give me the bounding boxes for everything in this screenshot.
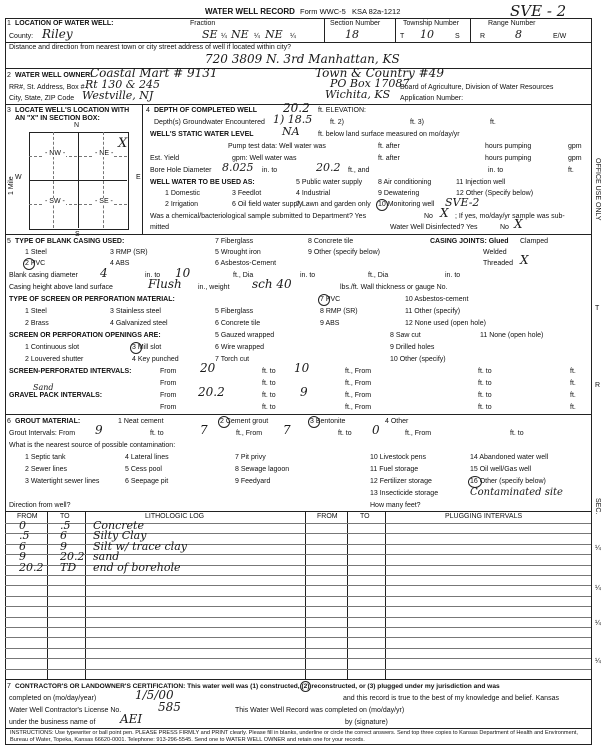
screen-8[interactable]: 8 RMP (SR) bbox=[320, 308, 358, 315]
county-label: County: bbox=[9, 33, 34, 40]
use-label: WELL WATER TO BE USED AS: bbox=[150, 179, 255, 186]
range-value[interactable]: 8 bbox=[515, 28, 522, 41]
gw-values[interactable]: 1) 18.5 bbox=[273, 113, 313, 126]
use-7[interactable]: 7 Lawn and garden only bbox=[296, 201, 371, 208]
diam-ft-dia-1: ft., Dia bbox=[233, 272, 254, 279]
casing-8[interactable]: 8 Concrete tile bbox=[308, 238, 354, 245]
source-7[interactable]: 7 Pit privy bbox=[235, 454, 266, 461]
log-rule bbox=[5, 575, 591, 576]
height-weight: in., weight bbox=[198, 284, 230, 291]
grout-ft-to-3: ft. to bbox=[510, 430, 524, 437]
log-row-from[interactable]: 0 bbox=[19, 519, 26, 532]
location-mark[interactable]: X bbox=[118, 136, 128, 151]
opening-8[interactable]: 8 Saw cut bbox=[390, 332, 421, 339]
source-12[interactable]: 12 Fertilizer storage bbox=[370, 478, 432, 485]
log-row-to[interactable]: 20.2 bbox=[60, 550, 85, 564]
screen-3[interactable]: 3 Stainless steel bbox=[110, 308, 161, 315]
pump-gpm: gpm bbox=[568, 143, 582, 150]
opening-4[interactable]: 4 Key punched bbox=[132, 356, 179, 363]
distance-label: Distance and direction from nearest town or city street address of well if located within city? bbox=[9, 44, 292, 51]
office-use-label: OFFICE USE ONLY bbox=[594, 158, 601, 221]
static-label: WELL'S STATIC WATER LEVEL bbox=[150, 131, 254, 138]
log-header-plugging: PLUGGING INTERVALS bbox=[445, 513, 523, 520]
diam-label: Blank casing diameter bbox=[9, 272, 78, 279]
screen-label: TYPE OF SCREEN OR PERFORATION MATERIAL: bbox=[9, 296, 175, 303]
section-box bbox=[15, 122, 141, 238]
perf-label: SCREEN-PERFORATED INTERVALS: bbox=[9, 368, 132, 375]
opening-1[interactable]: 1 Continuous slot bbox=[25, 344, 80, 351]
grout-2-circle bbox=[218, 416, 230, 428]
screen-5[interactable]: 5 Fiberglass bbox=[215, 308, 254, 315]
source-other-value[interactable]: Contaminated site bbox=[470, 487, 563, 498]
perf-ft: ft. bbox=[570, 368, 576, 375]
city-label: City, State, ZIP Code bbox=[9, 95, 75, 102]
compass-s: S bbox=[75, 231, 80, 238]
instructions: INSTRUCTIONS: Use typewriter or ball point pen. PLEASE PRESS FIRMLY and PRINT clearly. Please fill in blanks, underline or circle the correct answers. Send top three copies to Kansas Department of Health and Environment, Bureau of Water, Topeka, Kansas 66620-0001. Telephone: 913-296-5545. Send one to WATER WELL OWNER and retain one for your records. bbox=[10, 730, 578, 743]
casing-5[interactable]: 7 Fiberglass bbox=[215, 238, 254, 245]
section-label: Section Number bbox=[330, 20, 381, 27]
grout-3[interactable]: 3 Bentonite bbox=[310, 418, 346, 425]
sec3-number: 3 bbox=[7, 107, 11, 114]
grout-3-circle bbox=[308, 416, 320, 428]
use-2[interactable]: 2 Irrigation bbox=[165, 201, 199, 208]
quad-se: - SE - bbox=[95, 198, 113, 205]
source-8[interactable]: 8 Sewage lagoon bbox=[235, 466, 290, 473]
casing-6[interactable]: 5 Wrought iron bbox=[215, 249, 261, 256]
perf-ft-to-4: ft. to bbox=[478, 380, 492, 387]
board-label: Board of Agriculture, Division of Water Resources bbox=[400, 84, 554, 91]
openings-label: SCREEN OR PERFORATION OPENINGS ARE: bbox=[9, 332, 161, 339]
log-row-desc[interactable]: end of borehole bbox=[93, 560, 181, 574]
city-value-2[interactable]: Wichita, KS bbox=[325, 88, 391, 101]
rr-value-2[interactable]: PO Box 17087 bbox=[330, 77, 410, 90]
diam-in-to-3: in. to bbox=[445, 272, 461, 279]
screen-4[interactable]: 4 Galvanized steel bbox=[110, 320, 168, 327]
completed2-label: This Water Well Record was completed on (mo/day/yr) bbox=[235, 707, 405, 714]
source-15[interactable]: 15 Oil well/Gas well bbox=[470, 466, 532, 473]
gravel-ft-to-2: ft. to bbox=[478, 392, 492, 399]
screen-6[interactable]: 6 Concrete tile bbox=[215, 320, 261, 327]
log-header-to: TO bbox=[60, 513, 70, 520]
opening-11[interactable]: 11 None (open hole) bbox=[480, 332, 544, 339]
opening-5[interactable]: 5 Gauzed wrapped bbox=[215, 332, 275, 339]
gravel-ft-from: ft., From bbox=[345, 392, 372, 399]
fraction-value-1[interactable]: SE bbox=[202, 28, 218, 41]
opening-9[interactable]: 9 Drilled holes bbox=[390, 344, 435, 351]
form-ksa: KSA 82a-1212 bbox=[352, 7, 401, 16]
use-9[interactable]: 9 Dewatering bbox=[378, 190, 420, 197]
log-row-from[interactable]: 20.2 bbox=[19, 560, 44, 574]
bore-to[interactable]: 20.2 bbox=[316, 161, 341, 174]
opening-10[interactable]: 10 Other (specify) bbox=[390, 356, 446, 363]
cert-label: CONTRACTOR'S OR LANDOWNER'S CERTIFICATION: This water well was (1) constructed, (2) reconstructed, or (3) plugged under my jurisdiction and was bbox=[15, 683, 500, 690]
sec6-number: 6 bbox=[7, 418, 11, 425]
grout-ft-from: ft., From bbox=[236, 430, 263, 437]
perf-from-label-2: From bbox=[160, 380, 177, 387]
owner-value-2[interactable]: Town & Country #49 bbox=[315, 66, 444, 80]
gw-label: Depth(s) Groundwater Encountered bbox=[154, 119, 265, 126]
sec5-number: 5 bbox=[7, 238, 11, 245]
screen-12[interactable]: 12 None used (open hole) bbox=[405, 320, 486, 327]
log-header-to-2: TO bbox=[360, 513, 370, 520]
bore-value[interactable]: 8.025 bbox=[222, 161, 254, 174]
casing-9[interactable]: 9 Other (specify below) bbox=[308, 249, 380, 256]
township-t: T bbox=[400, 33, 405, 40]
source-9[interactable]: 9 Feedyard bbox=[235, 478, 271, 485]
grout-to-2[interactable]: 0 bbox=[372, 423, 380, 437]
rr-value[interactable]: Rt 130 & 245 bbox=[85, 78, 160, 91]
license-label: Water Well Contractor's License No. bbox=[9, 707, 122, 714]
screen-1[interactable]: 1 Steel bbox=[25, 308, 47, 315]
side-sec: SEC. bbox=[594, 498, 601, 515]
log-header-lithologic: LITHOLOGIC LOG bbox=[145, 513, 205, 520]
source-13[interactable]: 13 Insecticide storage bbox=[370, 490, 439, 497]
quad-sw: - SW - bbox=[45, 198, 65, 205]
true-label: and this record is true to the best of my knowledge and belief. Kansas bbox=[343, 695, 559, 702]
use-6[interactable]: 4 Industrial bbox=[296, 190, 331, 197]
sec4-number: 4 bbox=[146, 107, 150, 114]
constructed-circle bbox=[300, 681, 311, 692]
sec2-number: 2 bbox=[7, 72, 11, 79]
lbs-ft: lbs./ft. Wall thickness or gauge No. bbox=[340, 284, 448, 291]
log-table bbox=[5, 511, 591, 679]
fraction-label: Fraction bbox=[190, 20, 216, 27]
business-label: under the business name of bbox=[9, 719, 96, 726]
side-q3: ¼ bbox=[595, 620, 601, 627]
gw-ft2: ft. 2) bbox=[330, 119, 345, 126]
quad-nw: - NW - bbox=[45, 150, 66, 157]
county-value[interactable]: Riley bbox=[42, 27, 73, 41]
quarter-3: ¼ bbox=[290, 33, 296, 40]
casing-3[interactable]: 3 RMP (SR) bbox=[110, 249, 148, 256]
chem-mark[interactable]: X bbox=[440, 206, 449, 220]
gravel-ft-to-4: ft. to bbox=[478, 404, 492, 411]
perf-ft-to-2: ft. to bbox=[478, 368, 492, 375]
log-row-to[interactable]: .5 bbox=[60, 519, 71, 532]
perf-ft-from: ft., From bbox=[345, 368, 372, 375]
source-2[interactable]: 2 Sewer lines bbox=[25, 466, 68, 473]
yield-label: Est. Yield bbox=[150, 155, 180, 162]
bore-in-to: in. to bbox=[262, 167, 278, 174]
source-label: What is the nearest source of possible contamination: bbox=[9, 442, 176, 449]
log-header-from: FROM bbox=[17, 513, 38, 520]
log-rule bbox=[5, 606, 591, 607]
side-q1: ¼ bbox=[595, 545, 601, 552]
gravel-from[interactable]: 20.2 bbox=[198, 385, 225, 399]
gw-ft3: ft. 3) bbox=[410, 119, 425, 126]
chem-mitted: mitted bbox=[150, 224, 170, 231]
use-10[interactable]: 10 Monitoring well bbox=[378, 201, 435, 208]
screen-7[interactable]: 7 PVC bbox=[320, 296, 341, 303]
log-row-from[interactable]: 6 bbox=[19, 539, 26, 553]
side-r: R bbox=[595, 382, 601, 389]
diam-value[interactable]: 4 bbox=[100, 266, 108, 280]
log-rule bbox=[5, 658, 591, 659]
pump-ft-after: ft. after bbox=[378, 143, 400, 150]
source-5[interactable]: 5 Cess pool bbox=[125, 466, 162, 473]
opening-7[interactable]: 7 Torch cut bbox=[215, 356, 250, 363]
log-rule bbox=[5, 637, 591, 638]
gravel-handwritten: Sand bbox=[33, 383, 54, 392]
township-s: S bbox=[455, 33, 460, 40]
grout-label: GROUT MATERIAL: bbox=[15, 418, 81, 425]
quarter-2: ¼ bbox=[254, 33, 260, 40]
sec1-number: 1 bbox=[7, 20, 11, 27]
perf-ft-from-2: ft., From bbox=[345, 380, 372, 387]
locate-label: LOCATE WELL'S LOCATION WITH bbox=[15, 107, 130, 114]
quarter-1: ¼ bbox=[221, 33, 227, 40]
grout-ft-to: ft. to bbox=[150, 430, 164, 437]
log-row-desc[interactable]: Silty Clay bbox=[93, 529, 147, 543]
diam-in-to-2: in. to bbox=[300, 272, 316, 279]
grout-ft-from-2: ft., From bbox=[405, 430, 432, 437]
howmany-label: How many feet? bbox=[370, 502, 421, 509]
fraction-value-3[interactable]: NE bbox=[265, 28, 283, 41]
grout-4[interactable]: 4 Other bbox=[385, 418, 409, 425]
opening-3[interactable]: 3 Mill slot bbox=[132, 344, 162, 351]
completed-value[interactable]: 1/5/00 bbox=[135, 688, 174, 702]
pump-label: Pump test data: Well water was bbox=[228, 143, 326, 150]
signature-label: by (signature) bbox=[345, 719, 388, 726]
perf-ft-2: ft. bbox=[570, 380, 576, 387]
gravel-from-label-2: From bbox=[160, 404, 177, 411]
gravel-ft-to-3: ft. to bbox=[262, 404, 276, 411]
application-label: Application Number: bbox=[400, 95, 464, 102]
compass-e: E bbox=[136, 174, 141, 181]
chem-rest: ; If yes, mo/day/yr sample was sub- bbox=[455, 213, 565, 220]
casing-2-circle bbox=[23, 258, 35, 270]
height-label: Casing height above land surface bbox=[9, 284, 113, 291]
diam-to[interactable]: 10 bbox=[175, 266, 191, 280]
township-value[interactable]: 10 bbox=[420, 28, 434, 41]
perf-ft-to-3: ft. to bbox=[262, 380, 276, 387]
grout-from[interactable]: 9 bbox=[95, 423, 103, 437]
screen-10[interactable]: 10 Asbestos-cement bbox=[405, 296, 469, 303]
gravel-to[interactable]: 9 bbox=[300, 385, 308, 399]
static-rest: ft. below land surface measured on mo/day/yr bbox=[318, 131, 460, 138]
fraction-value-2[interactable]: NE bbox=[231, 28, 249, 41]
joints-clamped[interactable]: Clamped bbox=[520, 238, 549, 245]
perf-from[interactable]: 20 bbox=[200, 361, 216, 375]
disinfected-mark[interactable]: X bbox=[514, 217, 523, 231]
log-row-from[interactable]: 9 bbox=[19, 550, 26, 564]
source-4[interactable]: 4 Lateral lines bbox=[125, 454, 169, 461]
distance-value[interactable]: 720 3809 N. 3rd Manhattan, KS bbox=[205, 52, 400, 66]
use-other-value[interactable]: SVE-2 bbox=[445, 196, 480, 209]
grout-2[interactable]: 2 Cement grout bbox=[220, 418, 269, 425]
side-q4: ¼ bbox=[595, 658, 601, 665]
log-header-from-2: FROM bbox=[317, 513, 338, 520]
bore-label: Bore Hole Diameter bbox=[150, 167, 212, 174]
quad-ne: - NE - bbox=[95, 150, 114, 157]
log-rule bbox=[5, 585, 591, 586]
gravel-ft-2: ft. bbox=[570, 404, 576, 411]
bore-ft: ft. bbox=[568, 167, 574, 174]
joints-label: CASING JOINTS: Glued bbox=[430, 238, 509, 245]
perf-from-label: From bbox=[160, 368, 177, 375]
diam-in-to: in. to bbox=[145, 272, 161, 279]
use-3[interactable]: 3 Feedlot bbox=[232, 190, 262, 197]
side-t: T bbox=[595, 305, 600, 312]
bore-ft-and: ft., and bbox=[348, 167, 370, 174]
gravel-from-label: From bbox=[160, 392, 177, 399]
section-value[interactable]: 18 bbox=[345, 28, 359, 41]
ft-elevation: ft. ELEVATION: bbox=[318, 107, 366, 114]
form-number: Form WWC-5 bbox=[300, 7, 346, 16]
screen-11[interactable]: 11 Other (specify) bbox=[405, 308, 461, 315]
grout-to[interactable]: 7 bbox=[200, 423, 208, 437]
use-5[interactable]: 5 Public water supply bbox=[296, 179, 363, 186]
source-6[interactable]: 6 Seepage pit bbox=[125, 478, 169, 485]
casing-4[interactable]: 4 ABS bbox=[110, 260, 130, 267]
opening-3-circle bbox=[130, 342, 142, 354]
chem-no: No bbox=[424, 213, 433, 220]
yield-ft-after: ft. after bbox=[378, 155, 400, 162]
chem-label: Was a chemical/bacteriological sample submitted to Department? Yes bbox=[150, 213, 367, 220]
use-4[interactable]: 6 Oil field water supply bbox=[232, 201, 303, 208]
screen-7-circle bbox=[318, 294, 330, 306]
range-r: R bbox=[480, 33, 486, 40]
completed-label: completed on (mo/day/year) bbox=[9, 695, 97, 702]
casing-label: TYPE OF BLANK CASING USED: bbox=[15, 238, 125, 245]
log-rule bbox=[5, 669, 591, 670]
grout-1[interactable]: 1 Neat cement bbox=[118, 418, 164, 425]
use-10-circle bbox=[376, 199, 388, 211]
grout-ft-to-2: ft. to bbox=[338, 430, 352, 437]
opening-6[interactable]: 6 Wire wrapped bbox=[215, 344, 265, 351]
locate-label-2: AN "X" IN SECTION BOX: bbox=[15, 115, 100, 122]
weight-value[interactable]: sch 40 bbox=[252, 277, 292, 291]
corner-note: SVE - 2 bbox=[510, 2, 567, 20]
log-row-from[interactable]: .5 bbox=[19, 529, 30, 543]
disinfected-no: No bbox=[500, 224, 509, 231]
gravel-ft: ft. bbox=[570, 392, 576, 399]
business-value[interactable]: AEI bbox=[120, 712, 143, 726]
screen-2[interactable]: 2 Brass bbox=[25, 320, 49, 327]
threaded-mark[interactable]: X bbox=[520, 253, 529, 267]
gravel-label: GRAVEL PACK INTERVALS: bbox=[9, 392, 103, 399]
source-10[interactable]: 10 Livestock pens bbox=[370, 454, 427, 461]
form-title: WATER WELL RECORD bbox=[205, 7, 295, 16]
yield-hours: hours pumping bbox=[485, 155, 532, 162]
gravel-ft-to: ft. to bbox=[262, 392, 276, 399]
casing-2[interactable]: 2 PVC bbox=[25, 260, 46, 267]
log-row-desc[interactable]: Concrete bbox=[93, 519, 144, 532]
screen-9[interactable]: 9 ABS bbox=[320, 320, 340, 327]
depth-label: DEPTH OF COMPLETED WELL bbox=[154, 107, 258, 114]
source-3[interactable]: 3 Watertight sewer lines bbox=[25, 478, 100, 485]
source-14[interactable]: 14 Abandoned water well bbox=[470, 454, 549, 461]
township-label: Township Number bbox=[403, 20, 460, 27]
city-value[interactable]: Westville, NJ bbox=[82, 89, 154, 102]
log-rule bbox=[5, 596, 591, 597]
depth-value[interactable]: 20.2 bbox=[283, 101, 310, 115]
disinfected-label: Water Well Disinfected? Yes bbox=[390, 224, 478, 231]
bore-in-to-2: in. to bbox=[488, 167, 504, 174]
owner-label: WATER WELL OWNER: bbox=[15, 72, 93, 79]
range-label: Range Number bbox=[488, 20, 536, 27]
casing-7[interactable]: 6 Asbestos-Cement bbox=[215, 260, 277, 267]
source-1[interactable]: 1 Septic tank bbox=[25, 454, 66, 461]
log-row-desc[interactable]: sand bbox=[93, 550, 120, 564]
log-row-to[interactable]: 9 bbox=[60, 539, 67, 553]
perf-ft-to: ft. to bbox=[262, 368, 276, 375]
height-value[interactable]: Flush bbox=[148, 277, 182, 291]
grout-from-2[interactable]: 7 bbox=[283, 423, 291, 437]
sec7-number: 7 bbox=[7, 683, 11, 690]
opening-2[interactable]: 2 Louvered shutter bbox=[25, 356, 84, 363]
yield-gpm-2: gpm bbox=[568, 155, 582, 162]
direction-label: Direction from well? bbox=[9, 502, 71, 509]
yield-gpm: gpm: Well water was bbox=[232, 155, 297, 162]
grout-intervals-label: Grout Intervals: From bbox=[9, 430, 76, 437]
gravel-ft-from-2: ft., From bbox=[345, 404, 372, 411]
rr-label: RR#, St. Address, Box # : bbox=[9, 84, 89, 91]
joints-threaded[interactable]: Threaded bbox=[483, 260, 513, 267]
static-value[interactable]: NA bbox=[282, 125, 300, 138]
log-row-desc[interactable]: Silt w/ trace clay bbox=[93, 539, 187, 553]
compass-w: W bbox=[15, 174, 22, 181]
log-rule bbox=[5, 648, 591, 649]
use-8[interactable]: 8 Air conditioning bbox=[378, 179, 432, 186]
range-ew: E/W bbox=[553, 33, 567, 40]
casing-1[interactable]: 1 Steel bbox=[25, 249, 47, 256]
log-rule bbox=[5, 627, 591, 628]
use-11[interactable]: 11 Injection well bbox=[456, 179, 506, 186]
compass-n: N bbox=[74, 122, 80, 129]
license-value[interactable]: 585 bbox=[158, 700, 181, 714]
diam-ft-dia-2: ft., Dia bbox=[368, 272, 389, 279]
owner-value[interactable]: Coastal Mart # 9131 bbox=[90, 66, 218, 80]
use-1[interactable]: 1 Domestic bbox=[165, 190, 201, 197]
source-16[interactable]: 16 Other (specify below) bbox=[470, 478, 546, 485]
pump-hours: hours pumping bbox=[485, 143, 532, 150]
side-q2: ¼ bbox=[595, 585, 601, 592]
mile-label: 1 Mile bbox=[8, 176, 15, 195]
gw-ft: ft. bbox=[490, 119, 496, 126]
log-row-to[interactable]: 6 bbox=[60, 529, 67, 543]
location-label: LOCATION OF WATER WELL: bbox=[15, 20, 114, 27]
joints-welded[interactable]: Welded bbox=[483, 249, 507, 256]
log-rule bbox=[5, 617, 591, 618]
perf-to[interactable]: 10 bbox=[294, 361, 310, 375]
use-12[interactable]: 12 Other (Specify below) bbox=[456, 190, 534, 197]
source-11[interactable]: 11 Fuel storage bbox=[370, 466, 419, 473]
log-row-to[interactable]: TD bbox=[60, 560, 77, 574]
